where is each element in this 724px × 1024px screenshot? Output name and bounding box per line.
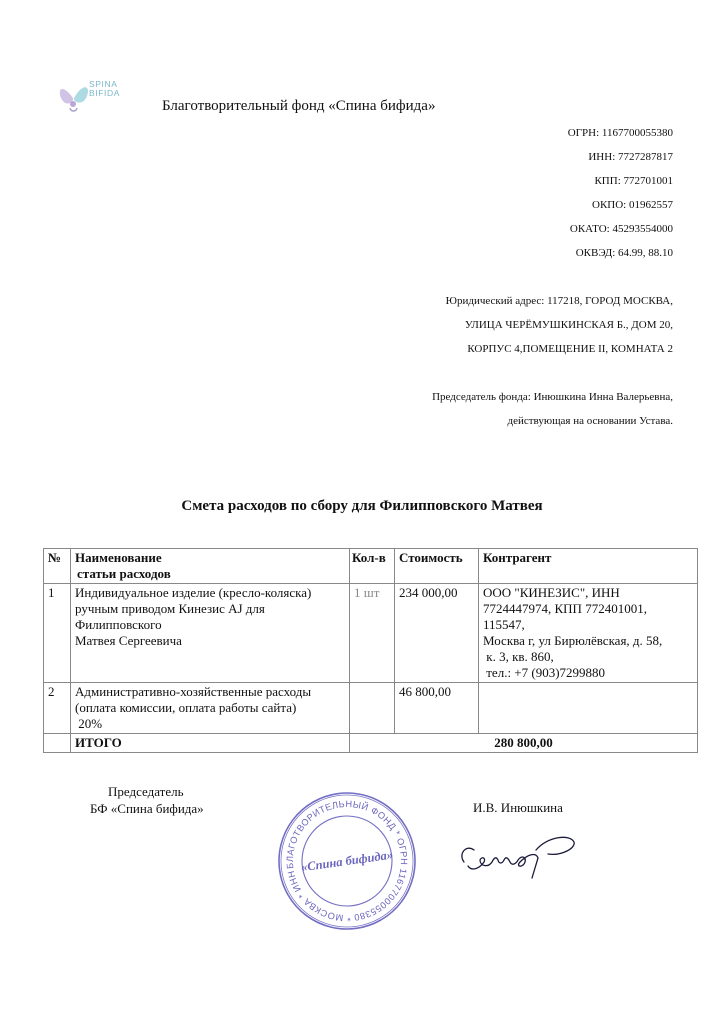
- butterfly-child-logo-icon: [57, 78, 91, 116]
- row-contractor: [479, 683, 698, 734]
- total-value: 280 800,00: [350, 734, 698, 753]
- inn: ИНН: 7727287817: [588, 151, 673, 163]
- header-cost: Стоимость: [395, 549, 479, 584]
- stamp-ring-text: БЛАГОТВОРИТЕЛЬНЫЙ ФОНД * ОГРН 1167700055380 * МОСКВА * ИНН: [284, 798, 410, 924]
- address-line-2: УЛИЦА ЧЕРЁМУШКИНСКАЯ Б., ДОМ 20,: [464, 319, 673, 331]
- handwritten-signature: [458, 832, 578, 880]
- row-num: 1: [44, 584, 71, 683]
- address-line-1: Юридический адрес: 117218, ГОРОД МОСКВА,: [445, 295, 673, 307]
- header-name: Наименование статьи расходов: [71, 549, 350, 584]
- address-line-3: КОРПУС 4,ПОМЕЩЕНИЕ II, КОМНАТА 2: [467, 343, 673, 355]
- chairman-line-1: Председатель фонда: Инюшкина Инна Валерьевна,: [432, 391, 673, 403]
- spina-bifida-logo: [57, 78, 127, 118]
- signatory-name: И.В. Инюшкина: [473, 800, 563, 815]
- row-qty: 1 шт: [350, 584, 395, 683]
- row-qty: [350, 683, 395, 734]
- row-cost: 46 800,00: [395, 683, 479, 734]
- kpp: КПП: 772701001: [594, 175, 673, 187]
- row-num: 2: [44, 683, 71, 734]
- chairman-line-2: действующая на основании Устава.: [507, 415, 673, 427]
- document-title: Смета расходов по сбору для Филипповского Матвея: [181, 498, 543, 514]
- signatory-position: Председатель БФ «Спина бифида»: [90, 784, 204, 816]
- stamp-center-text: «Спина бифида»: [300, 847, 394, 875]
- estimate-table: [43, 548, 698, 753]
- logo-text: SPINA BIFIDA: [89, 79, 120, 98]
- total-label: ИТОГО: [71, 734, 350, 753]
- row-cost: 234 000,00: [395, 584, 479, 683]
- okato: ОКАТО: 45293554000: [569, 223, 673, 235]
- header-num: №: [44, 549, 71, 584]
- okpo: ОКПО: 01962557: [592, 199, 673, 211]
- row-name: Индивидуальное изделие (кресло-коляска) ручным приводом Кинезис AJ для Филипповского Матвея Сергеевича: [71, 584, 350, 683]
- fund-name: Благотворительный фонд «Спина бифида»: [162, 98, 436, 114]
- table-header-row: [44, 549, 698, 584]
- row-name: Административно-хозяйственные расходы (оплата комиссии, оплата работы сайта) 20%: [71, 683, 350, 734]
- okved: ОКВЭД: 64.99, 88.10: [575, 247, 673, 259]
- fund-stamp: [276, 790, 418, 932]
- header-qty: Кол-в: [350, 549, 395, 584]
- total-row: [44, 734, 698, 753]
- table-row: [44, 584, 698, 683]
- table-row: [44, 683, 698, 734]
- header-contractor: Контрагент: [479, 549, 698, 584]
- row-contractor: ООО "КИНЕЗИС", ИНН 7724447974, КПП 772401001, 115547, Москва г, ул Бирюлёвская, д. 58, к. 3, кв. 860, тел.: +7 (903)7299880: [479, 584, 698, 683]
- ogrn: ОГРН: 1167700055380: [567, 127, 673, 139]
